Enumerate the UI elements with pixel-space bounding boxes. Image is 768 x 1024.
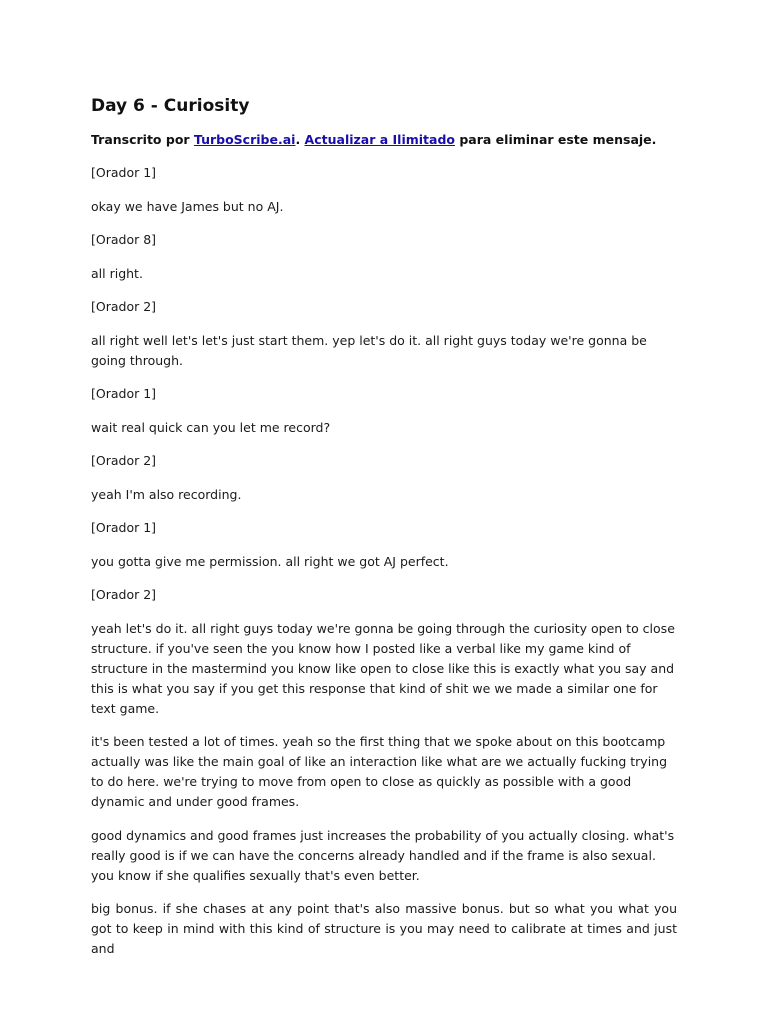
- transcript-paragraph: okay we have James but no AJ.: [91, 198, 284, 214]
- turboscribe-link[interactable]: TurboScribe.ai: [193, 132, 296, 147]
- upgrade-unlimited-link[interactable]: Actualizar a Ilimitado: [304, 132, 455, 147]
- transcript-paragraph: you gotta give me permission. all right we got AJ perfect.: [91, 553, 449, 569]
- transcript-paragraph: good dynamics and good frames just increases the probability of you actually closing. what's really good is if we can have the concerns already handled and if the frame is also sexual. you know if she qualifies sexually that's even better.: [91, 827, 675, 883]
- speaker-label: [Orador 1]: [91, 520, 157, 535]
- transcript-paragraph: yeah let's do it. all right guys today we're gonna be going through the curiosity open to close structure. if you've seen the you know how I posted like a verbal like my game kind of structure in the mastermind you know like open to close like this is exactly what you say and this is what you say if you get this response that kind of shit we we made a similar one for text game.: [91, 620, 675, 716]
- notice-prefix: Transcrito por: [91, 132, 194, 147]
- speaker-label: [Orador 8]: [91, 232, 157, 247]
- transcript-paragraph: all right.: [91, 265, 143, 281]
- speaker-label: [Orador 2]: [91, 453, 157, 468]
- notice-suffix: para eliminar este mensaje.: [455, 132, 657, 147]
- document-page: [91, 94, 677, 973]
- transcription-notice: [91, 130, 677, 150]
- notice-middle: .: [295, 132, 305, 147]
- document-title: Day 6 - Curiosity: [91, 96, 250, 116]
- speaker-label: [Orador 2]: [91, 587, 157, 602]
- transcript-paragraph: yeah I'm also recording.: [91, 486, 242, 502]
- transcript-paragraph: it's been tested a lot of times. yeah so the first thing that we spoke about on this bootcamp actually was like the main goal of like an interaction like what are we actually fucking trying to do here. we're trying to move from open to close as quickly as possible with a good dynamic and under good frames.: [91, 734, 668, 809]
- speaker-label: [Orador 1]: [91, 386, 157, 401]
- transcript-paragraph: all right well let's let's just start them. yep let's do it. all right guys today we're gonna be going through.: [91, 332, 647, 368]
- speaker-label: [Orador 1]: [91, 165, 157, 180]
- transcript-paragraph: big bonus. if she chases at any point that's also massive bonus. but so what you what you got to keep in mind with this kind of structure is you may need to calibrate at times and just and: [91, 901, 677, 956]
- speaker-label: [Orador 2]: [91, 299, 157, 314]
- transcript-paragraph: wait real quick can you let me record?: [91, 419, 331, 435]
